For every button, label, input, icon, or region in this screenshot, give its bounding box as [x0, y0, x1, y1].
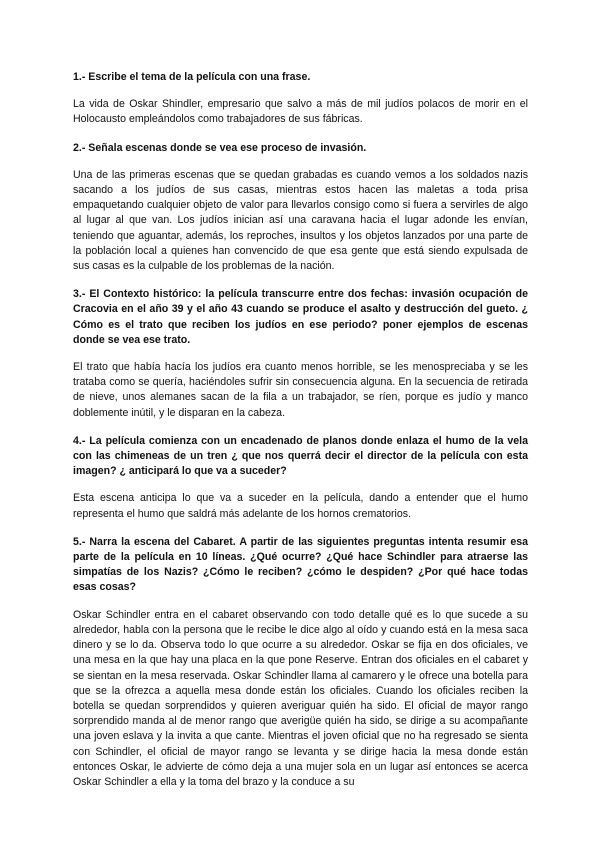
- section-1: [73, 70, 528, 128]
- section-2: [73, 141, 528, 275]
- section-5: [73, 535, 528, 790]
- answer-4: Esta escena anticipa lo que va a suceder en la película, dando a entender que el humo representa el humo que saldrá más adelante de los hornos crematorios.: [73, 492, 528, 520]
- answer-5: Oskar Schindler entra en el cabaret observando con todo detalle qué es lo que sucede a su alrededor, habla con la persona que le recibe le dice algo al oído y cuando está en la mesa saca dinero y se lo da. Observa todo lo que ocurre a su alrededor. Oskar se fija en dos oficiales, ve una mesa en la que hay una placa en la que pone Reserve. Entran dos oficiales en el cabaret y se sientan en la mesa reservada. Oskar Schindler llama al camarero y le ofrece una botella para que se la ofrezca a aquella mesa donde están los oficiales. Cuando los oficiales reciben la botella se quedan sorprendidos y quieren averiguar quién ha sido. El oficial de mayor rango sorprendido manda al de menor rango que averigüe quién ha sido, se dirige a su acompañante una joven eslava y la invita a que cante. Mientras el joven oficial que no ha regresado se sienta con Schindler, el oficial de mayor rango se levanta y se dirige hacia la mesa donde están entonces Oskar, le advierte de cómo deja a una mujer sola en un lugar así entonces se acerca Oskar Schindler a ella y la toma del brazo y la conduce a su: [73, 608, 528, 788]
- answer-3: El trato que había hacía los judíos era cuanto menos horrible, se les menospreciaba y se les trataba como se quería, haciéndoles sufrir sin consecuencia alguna. En la secuencia de retirada de nieve, unos alemanes sacan de la fila a un trabajador, se ríen, porque es judío y manco doblemente inútil, y le disparan en la cabeza.: [73, 361, 528, 419]
- question-4: 4.- La película comienza con un encadenado de planos donde enlaza el humo de la vela con las chimeneas de un tren ¿ que nos querrá decir el director de la película con esta imagen? ¿ anticipará lo que va a suceder?: [73, 434, 528, 478]
- question-5: 5.- Narra la escena del Cabaret. A partir de las siguientes preguntas intenta resumir esa parte de la película en 10 líneas. ¿Qué ocurre? ¿Qué hace Schindler para atraerse las simpatías de los Nazis? ¿Cómo le reciben? ¿cómo le despiden? ¿Por qué hace todas esas cosas?: [73, 535, 528, 594]
- answer-2: Una de las primeras escenas que se quedan grabadas es cuando vemos a los soldados nazis sacando a los judíos de sus casas, mientras estos hacen las maletas a toda prisa empaquetando cualquier objeto de valor para llevarlos consigo como si fuera a servirles de algo al lugar al que van. Los judíos inician así una caravana hacia el lugar adonde les envían, teniendo que aguantar, además, los reproches, insultos y los objetos lanzados por una parte de la población local a quienes han convencido de que esa gente que está siendo expulsada de sus casas es la culpable de los problemas de la nación.: [73, 168, 528, 273]
- answer-1: La vida de Oskar Shindler, empresario que salvo a más de mil judíos polacos de morir en el Holocausto empleándolos como trabajadores de sus fábricas.: [73, 98, 528, 126]
- section-3: [73, 287, 528, 421]
- question-3: 3.- El Contexto histórico: la película transcurre entre dos fechas: invasión ocupación de Cracovia en el año 39 y el año 43 cuando se produce el asalto y destrucción del gueto. ¿ Cómo es el trato que reciben los judíos en ese periodo? poner ejemplos de escenas donde se vea ese trato.: [73, 288, 528, 346]
- section-4: [73, 434, 528, 522]
- question-2: 2.- Señala escenas donde se vea ese proceso de invasión.: [73, 141, 367, 154]
- question-1: 1.- Escribe el tema de la película con una frase.: [73, 71, 311, 83]
